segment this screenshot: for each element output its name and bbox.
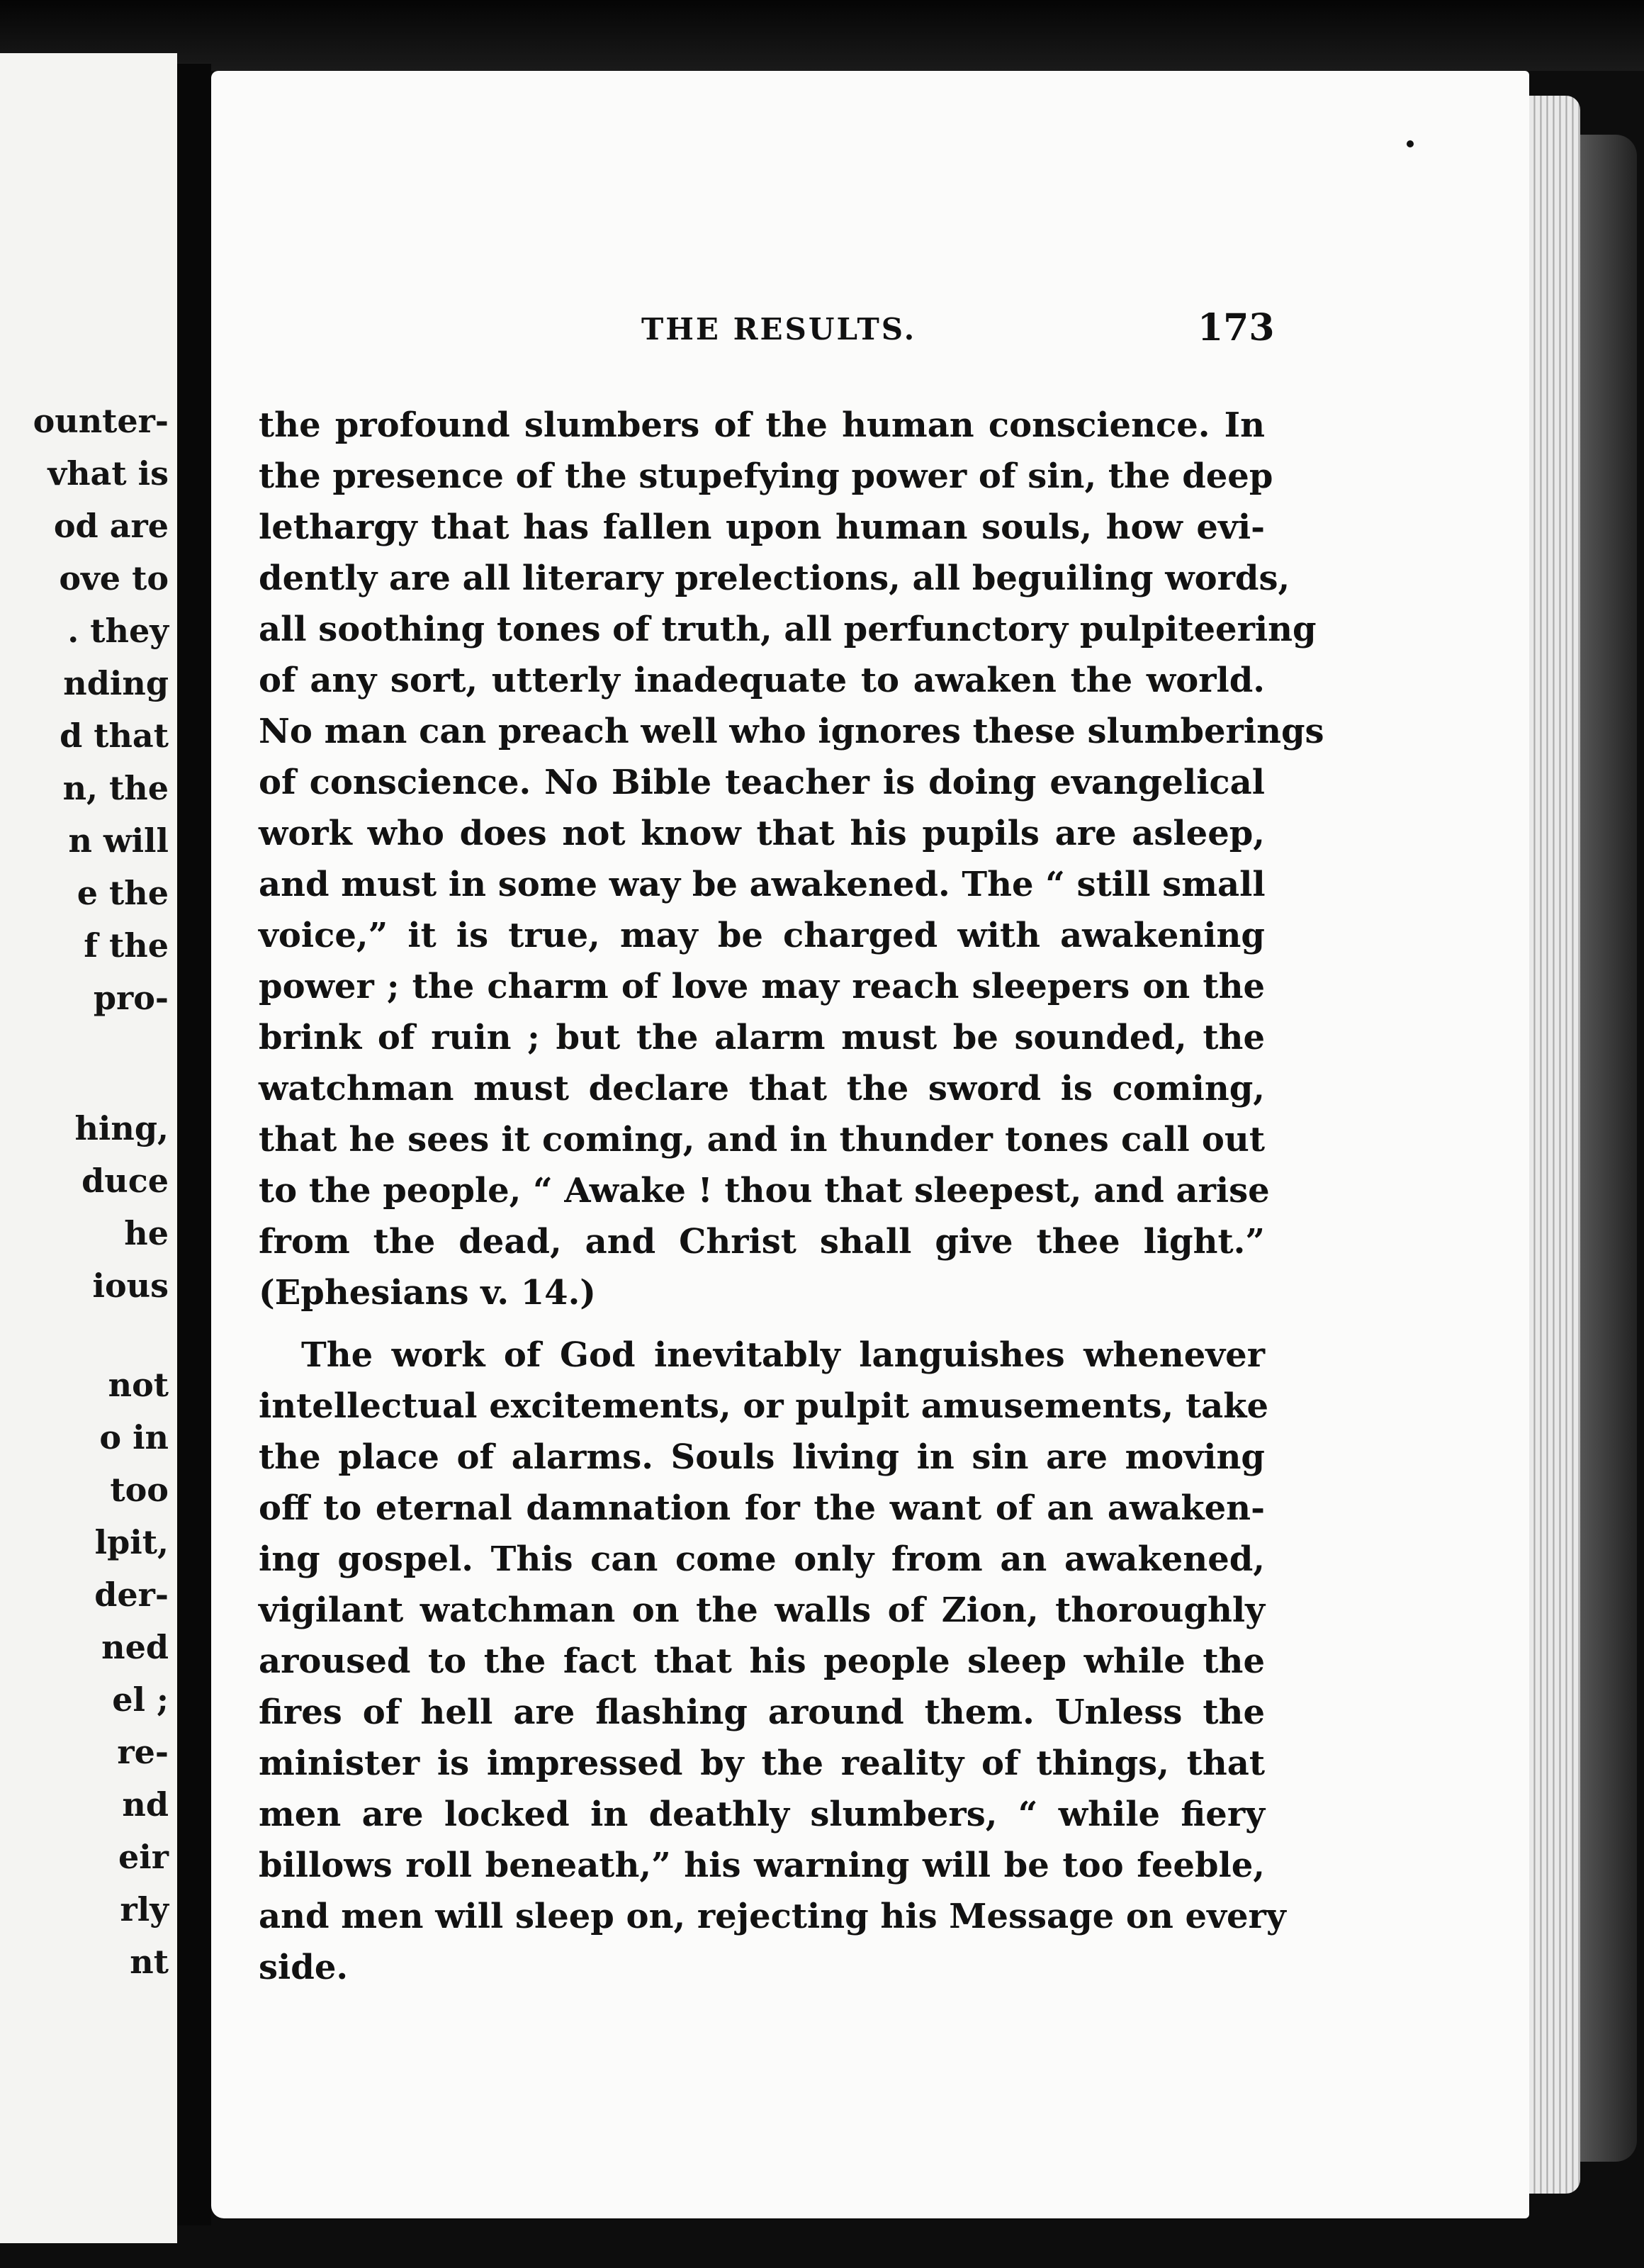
text-line: (Ephesians v. 14.)	[259, 1273, 596, 1313]
facing-page-line: hing,	[74, 1109, 169, 1147]
text-line: that he sees it coming, and in thunder tones call out	[259, 1120, 1265, 1160]
facing-page-line: nding	[63, 664, 169, 702]
text-line: to the people, “ Awake ! thou that sleepest, and arise	[259, 1171, 1270, 1211]
book-edge-shadow	[1580, 135, 1637, 2162]
text-line: side.	[259, 1948, 349, 1987]
text-line: dently are all literary prelections, all beguiling words,	[259, 558, 1290, 598]
text-line: ing gospel. This can come only from an awakened,	[259, 1539, 1265, 1579]
facing-page-line: lpit,	[94, 1523, 169, 1561]
facing-page-line: d that	[60, 717, 169, 755]
facing-page-line: not	[108, 1366, 169, 1404]
text-line: No man can preach well who ignores these slumberings	[259, 712, 1324, 751]
text-line: of any sort, utterly inadequate to awaken the world.	[259, 661, 1265, 700]
facing-page-line: ned	[101, 1628, 169, 1666]
facing-page-line: ove to	[59, 559, 169, 597]
facing-page-line: . they	[67, 612, 169, 650]
book-gutter	[177, 64, 211, 2225]
text-line: off to eternal damnation for the want of an awaken-	[259, 1488, 1265, 1528]
text-line: and must in some way be awakened. The “ still small	[259, 865, 1266, 904]
text-line: all soothing tones of truth, all perfunctory pulpiteering	[259, 610, 1317, 649]
facing-page-line: der-	[94, 1576, 169, 1614]
facing-page-line: vhat is	[47, 454, 169, 493]
facing-page-line: od are	[53, 507, 169, 545]
facing-page-line: rly	[120, 1890, 169, 1929]
facing-page-line: eir	[118, 1838, 169, 1876]
facing-page-line: nt	[130, 1943, 169, 1981]
page-number: 173	[1198, 306, 1275, 349]
text-line: work who does not know that his pupils are asleep,	[259, 814, 1265, 853]
text-line: fires of hell are flashing around them. Unless the	[259, 1692, 1265, 1732]
text-line: minister is impressed by the reality of things, that	[259, 1744, 1265, 1783]
facing-page-line: el ;	[112, 1680, 169, 1719]
text-line: The work of God inevitably languishes whenever	[301, 1335, 1265, 1375]
facing-page-line: ounter-	[33, 402, 169, 440]
text-line: aroused to the fact that his people sleep while the	[259, 1641, 1265, 1681]
facing-page-line: f the	[84, 926, 169, 965]
facing-page-line: too	[110, 1471, 169, 1509]
facing-page-fragment	[0, 53, 177, 2243]
text-line: the profound slumbers of the human conscience. In	[259, 405, 1265, 445]
scan-speck	[1407, 140, 1414, 147]
facing-page-line: duce	[81, 1162, 169, 1200]
facing-page-line: he	[124, 1214, 169, 1252]
text-line: intellectual excitements, or pulpit amusements, take	[259, 1386, 1269, 1426]
text-line: and men will sleep on, rejecting his Message on every	[259, 1897, 1286, 1936]
text-line: billows roll beneath,” his warning will be too feeble,	[259, 1846, 1265, 1885]
facing-page-line: nd	[122, 1785, 169, 1824]
text-line: power ; the charm of love may reach sleepers on the	[259, 967, 1265, 1006]
facing-page-line: o in	[99, 1418, 169, 1456]
text-line: lethargy that has fallen upon human souls, how evi-	[259, 507, 1265, 547]
text-line: of conscience. No Bible teacher is doing evangelical	[259, 763, 1265, 802]
text-line: the presence of the stupefying power of sin, the deep	[259, 456, 1273, 496]
text-line: men are locked in deathly slumbers, “ while fiery	[259, 1795, 1265, 1834]
facing-page-line: re-	[117, 1733, 169, 1771]
facing-page-line: n will	[68, 821, 169, 860]
facing-page-line: e the	[77, 874, 169, 912]
facing-page-line: pro-	[93, 979, 169, 1017]
scan-top-edge	[0, 0, 1644, 71]
text-line: watchman must declare that the sword is coming,	[259, 1069, 1265, 1108]
text-line: brink of ruin ; but the alarm must be sounded, the	[259, 1018, 1265, 1057]
text-line: voice,” it is true, may be charged with awakening	[259, 916, 1265, 955]
facing-page-line: ious	[92, 1267, 169, 1305]
text-line: vigilant watchman on the walls of Zion, thoroughly	[259, 1590, 1265, 1630]
facing-page-line: n, the	[62, 769, 169, 807]
text-line: the place of alarms. Souls living in sin are moving	[259, 1437, 1265, 1477]
running-head: THE RESULTS.	[641, 312, 917, 347]
text-line: from the dead, and Christ shall give thee light.”	[259, 1222, 1265, 1262]
